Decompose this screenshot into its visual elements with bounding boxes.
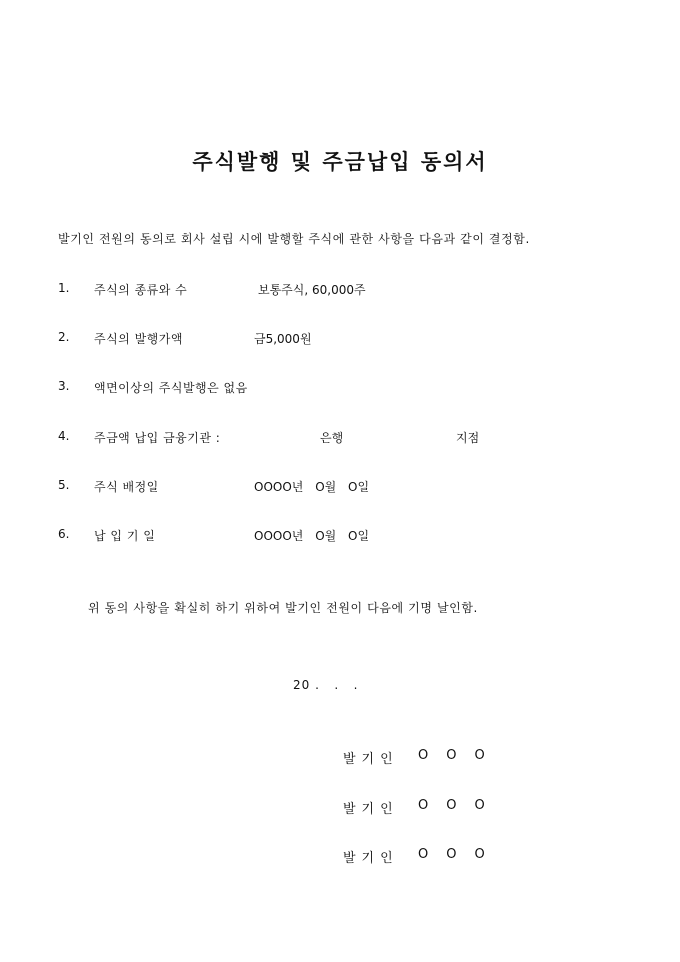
item-number: 1. [58,281,70,295]
item-number: 6. [58,527,70,541]
item-label: 주금액 납입 금융기관 : [94,431,221,445]
intro-paragraph: 발기인 전원의 동의로 회사 설립 시에 발행할 주식에 관한 사항을 다음과 같이 결정함. [58,232,530,246]
signatory-role: 발기인 [343,851,399,866]
item-label: 액면이상의 주식발행은 없음 [94,381,248,395]
item-value: OOOO년 O월 O일 [254,529,370,543]
branch-label: 지점 [456,431,480,445]
signatory-name: OOO [418,798,503,813]
signatory-name: OOO [418,847,503,862]
item-label: 주식 배정일 [94,480,159,494]
item-number: 4. [58,429,70,443]
bank-label: 은행 [320,431,344,445]
item-label: 납 입 기 일 [94,529,156,543]
item-label: 주식의 종류와 수 [94,283,188,297]
closing-paragraph: 위 동의 사항을 확실히 하기 위하여 발기인 전원이 다음에 기명 날인함. [88,601,478,615]
item-value: 보통주식, 60,000주 [258,283,366,297]
item-number: 5. [58,478,70,492]
item-label: 주식의 발행가액 [94,332,183,346]
item-number: 3. [58,379,70,393]
signatory-name: OOO [418,748,503,763]
signatory-role: 발기인 [343,802,399,817]
item-number: 2. [58,330,70,344]
item-value: OOOO년 O월 O일 [254,480,370,494]
date-line: 20 . . . [293,678,359,692]
item-value: 금5,000원 [254,332,312,346]
signatory-role: 발기인 [343,752,399,767]
document-title: 주식발행 및 주금납입 동의서 [192,149,488,174]
